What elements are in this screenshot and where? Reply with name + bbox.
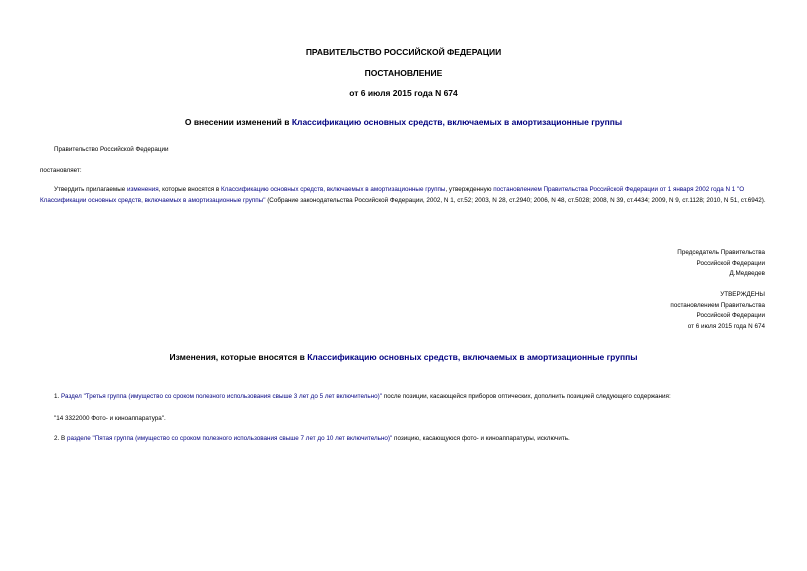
change-item-1 [54,392,774,403]
government-heading: ПРАВИТЕЛЬСТВО РОССИЙСКОЙ ФЕДЕРАЦИИ [305,47,502,57]
signature-line-2: Российской Федерации [696,259,765,267]
section-third-group-link[interactable]: Раздел "Третья группа (имущество со сроком полезного использования свыше 3 лет до 5 лет включительно)" [61,393,383,400]
document-title [0,117,807,127]
title-classification-link[interactable]: Классификацию основных средств, включаемых в амортизационные группы [291,117,623,127]
item1-text-1: 1. [54,393,62,400]
changes-title-classification-link[interactable]: Классификацию основных средств, включаемых в амортизационные группы [307,352,638,362]
change-item-2 [54,434,774,445]
item1-text-2: после позиции, касающейся приборов оптических, дополнить позицией следующего содержания: [382,393,671,400]
resolution-link[interactable]: постановлением Правительства Российской Федерации от 1 января 2002 года N 1 "О Классификации основных средств, включаемых в амортизационные группы" [40,186,745,204]
p1-text-4: (Собрание законодательства Российской Федерации, 2002, N 1, ст.52; 2003, N 28, ст.2940; 2006, N 48, ст.5028; 2008, N 39, ст.4434; 2009, N 9, ст.1128; 2010, N 51, ст.6942). [265,196,766,204]
classification-link[interactable]: Классификацию основных средств, включаемых в амортизационные группы [221,186,446,193]
title-prefix: О внесении изменений в [184,117,292,127]
item2-text-2: позицию, касающуюся фото- и киноаппаратуры, исключить. [392,435,570,442]
approved-line-3: Российской Федерации [696,312,765,319]
change-item-1-quote: "14 3322000 Фото- и киноаппаратура". [54,415,166,422]
section-fifth-group-link[interactable]: разделе "Пятая группа (имущество со сроком полезного использования свыше 7 лет до 10 лет включительно)" [66,435,393,442]
changes-link[interactable]: изменения [127,186,159,193]
changes-title [0,352,807,362]
signature-line-1: Председатель Правительства [677,249,765,256]
decides-text: постановляет: [40,167,82,174]
p1-text-1: Утвердить прилагаемые [54,186,127,193]
approved-line-2: постановлением Правительства [670,301,765,309]
government-name: Правительство Российской Федерации [54,146,169,153]
changes-title-prefix: Изменения, которые вносятся в [169,352,308,362]
p1-text-2: , которые вносятся в [158,186,222,193]
approved-block [670,290,765,332]
item2-text-1: 2. В [54,435,67,442]
main-paragraph [40,185,768,206]
signature-block [677,248,765,280]
p1-text-3: , утвержденную [445,186,494,193]
signature-line-3: Д.Медведев [729,270,765,277]
approved-line-4: от 6 июля 2015 года N 674 [687,322,765,330]
document-type: ПОСТАНОВЛЕНИЕ [364,68,443,78]
approved-line-1: УТВЕРЖДЕНЫ [720,291,765,298]
document-date-number: от 6 июля 2015 года N 674 [349,88,458,98]
